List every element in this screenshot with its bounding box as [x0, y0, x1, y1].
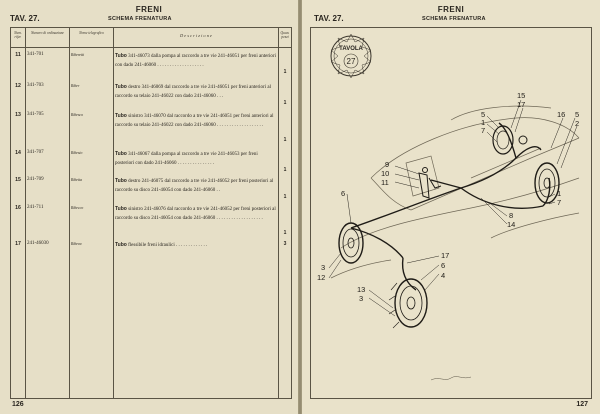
callout-11: 11 [381, 178, 389, 187]
rear-right-drum [535, 163, 562, 203]
section-title: FRENI [135, 5, 163, 14]
row-description: Tubo destro 341-46069 dal raccordo a tre vie 241-46051 per freni anteriori al raccordo su telaio 241-46022 con dado 241-46060 . . . [115, 84, 271, 99]
callout-1: 1 [557, 189, 562, 198]
callout-9: 9 [385, 160, 390, 169]
column-divider [113, 28, 114, 398]
brake-system-diagram [310, 27, 592, 399]
column-divider [278, 28, 279, 398]
row-order-code: 241-46030 [27, 241, 49, 246]
parts-table [10, 27, 292, 399]
page-number: 126 [12, 401, 24, 408]
row-quantity: 1 [283, 230, 287, 236]
callout-5: 5 [575, 110, 580, 119]
row-telegraph-name: Ribesco [71, 112, 84, 117]
row-ref-number: 15 [15, 177, 21, 183]
callout-10: 10 [381, 169, 390, 178]
row-ref-number: 14 [15, 150, 21, 156]
row-description: Tubo destro 241-46075 dal raccordo a tre vie 241-46052 per freni posteriori al raccordo su disco 241-46054 con dado 241-46060 . . [115, 178, 274, 193]
row-description: Tubo 341-46073 dalla pompa al raccordo a tre vie 241-46051 per freni anteriori con dado 241-46060 . . . . . . . . . . . . . . . . . . . [115, 53, 276, 68]
tavola-badge [331, 34, 371, 78]
row-description: Tubo sinistro 341-46070 dal raccordo a tre vie 241-46051 per freni anteriori al raccordo su telaio 241-46022 con dado 241-46060 . . . . . . . . . . . . . . . . . . . [115, 113, 274, 128]
callout-4: 4 [441, 271, 446, 280]
header-num: Num. rifer. [14, 31, 22, 40]
row-ref-number: 12 [15, 83, 21, 89]
left-page [0, 0, 298, 414]
row-ref-number: 17 [15, 241, 21, 247]
callout-7: 7 [557, 198, 562, 207]
page-subtitle: SCHEMA FRENATURA [422, 16, 486, 22]
front-right-drum [389, 279, 427, 328]
badge-word: TAVOLA [339, 46, 363, 52]
row-order-code: 241-709 [27, 177, 44, 182]
row-telegraph-name: Ribeva [71, 241, 82, 246]
callout-12: 12 [317, 273, 326, 282]
badge-number: 27 [346, 57, 356, 66]
callout-17: 17 [441, 251, 450, 260]
callout-7: 7 [481, 126, 486, 135]
table-label: TAV. 27. [10, 14, 40, 23]
callout-3: 3 [321, 263, 326, 272]
row-quantity: 1 [283, 194, 287, 200]
row-telegraph-name: Riber [71, 83, 80, 88]
page-subtitle: SCHEMA FRENATURA [108, 16, 172, 22]
row-telegraph-name: Ribesio [71, 150, 83, 155]
row-telegraph-name: Riberetti [71, 52, 85, 57]
row-ref-number: 13 [15, 112, 21, 118]
row-ref-number: 11 [15, 52, 21, 58]
row-description: Tubo flessibile freni idraulici . . . . . . . . . . . . . [115, 242, 208, 248]
header-code: Numero di ordinazione [30, 31, 65, 35]
section-title: FRENI [437, 5, 465, 14]
row-order-code: 341-705 [27, 112, 44, 117]
row-order-code: 341-701 [27, 52, 44, 57]
row-description: Tubo sinistro 241-46076 dal raccordo a tre vie 241-46052 per freni posteriori al raccordo su disco 241-46054 con dado 241-46060 . . . . . . . . . . . . . . . . . . . [115, 206, 276, 221]
row-order-code: 341-703 [27, 83, 44, 88]
row-telegraph-name: Ribecco [71, 205, 84, 210]
right-page [302, 0, 600, 414]
row-ref-number: 16 [15, 205, 21, 211]
row-quantity: 1 [283, 167, 287, 173]
header-description: D e s c r i z i o n e [180, 33, 212, 38]
callout-17: 17 [517, 100, 526, 109]
row-quantity: 1 [283, 69, 287, 75]
callout-8: 8 [509, 211, 514, 220]
row-order-code: 341-707 [27, 150, 44, 155]
car-body-outline [331, 106, 579, 278]
header-rule [11, 47, 291, 48]
row-quantity: 1 [283, 100, 287, 106]
front-left-drum [339, 223, 363, 263]
callout-1: 1 [481, 118, 486, 127]
callout-labels [317, 91, 579, 303]
callout-3: 3 [359, 294, 364, 303]
row-order-code: 241-711 [27, 205, 44, 210]
callout-6: 6 [341, 189, 346, 198]
row-description: Tubo 341-46067 dalla pompa al raccordo a tre vie 241-46053 per freni posteriori con dado 241-46060 . . . . . . . . . . . . . . . [115, 151, 258, 166]
callout-15: 15 [517, 91, 526, 100]
callout-14: 14 [507, 220, 516, 229]
row-quantity: 3 [283, 241, 287, 247]
callout-leaders [329, 100, 580, 316]
header-qty: Quan. pezzi [280, 31, 290, 40]
brake-pipes [351, 123, 550, 290]
callout-6: 6 [441, 261, 446, 270]
row-quantity: 1 [283, 137, 287, 143]
callout-13: 13 [357, 285, 366, 294]
column-divider [69, 28, 70, 398]
callout-16: 16 [557, 110, 566, 119]
signature-mark [431, 377, 471, 380]
callout-5: 5 [481, 110, 486, 119]
diagram-svg [311, 28, 591, 398]
page-number: 127 [576, 401, 588, 408]
row-telegraph-name: Ribetta [71, 177, 82, 182]
table-label: TAV. 27. [314, 14, 344, 23]
callout-2: 2 [575, 119, 580, 128]
header-model: Nome telegrafico [79, 31, 104, 35]
